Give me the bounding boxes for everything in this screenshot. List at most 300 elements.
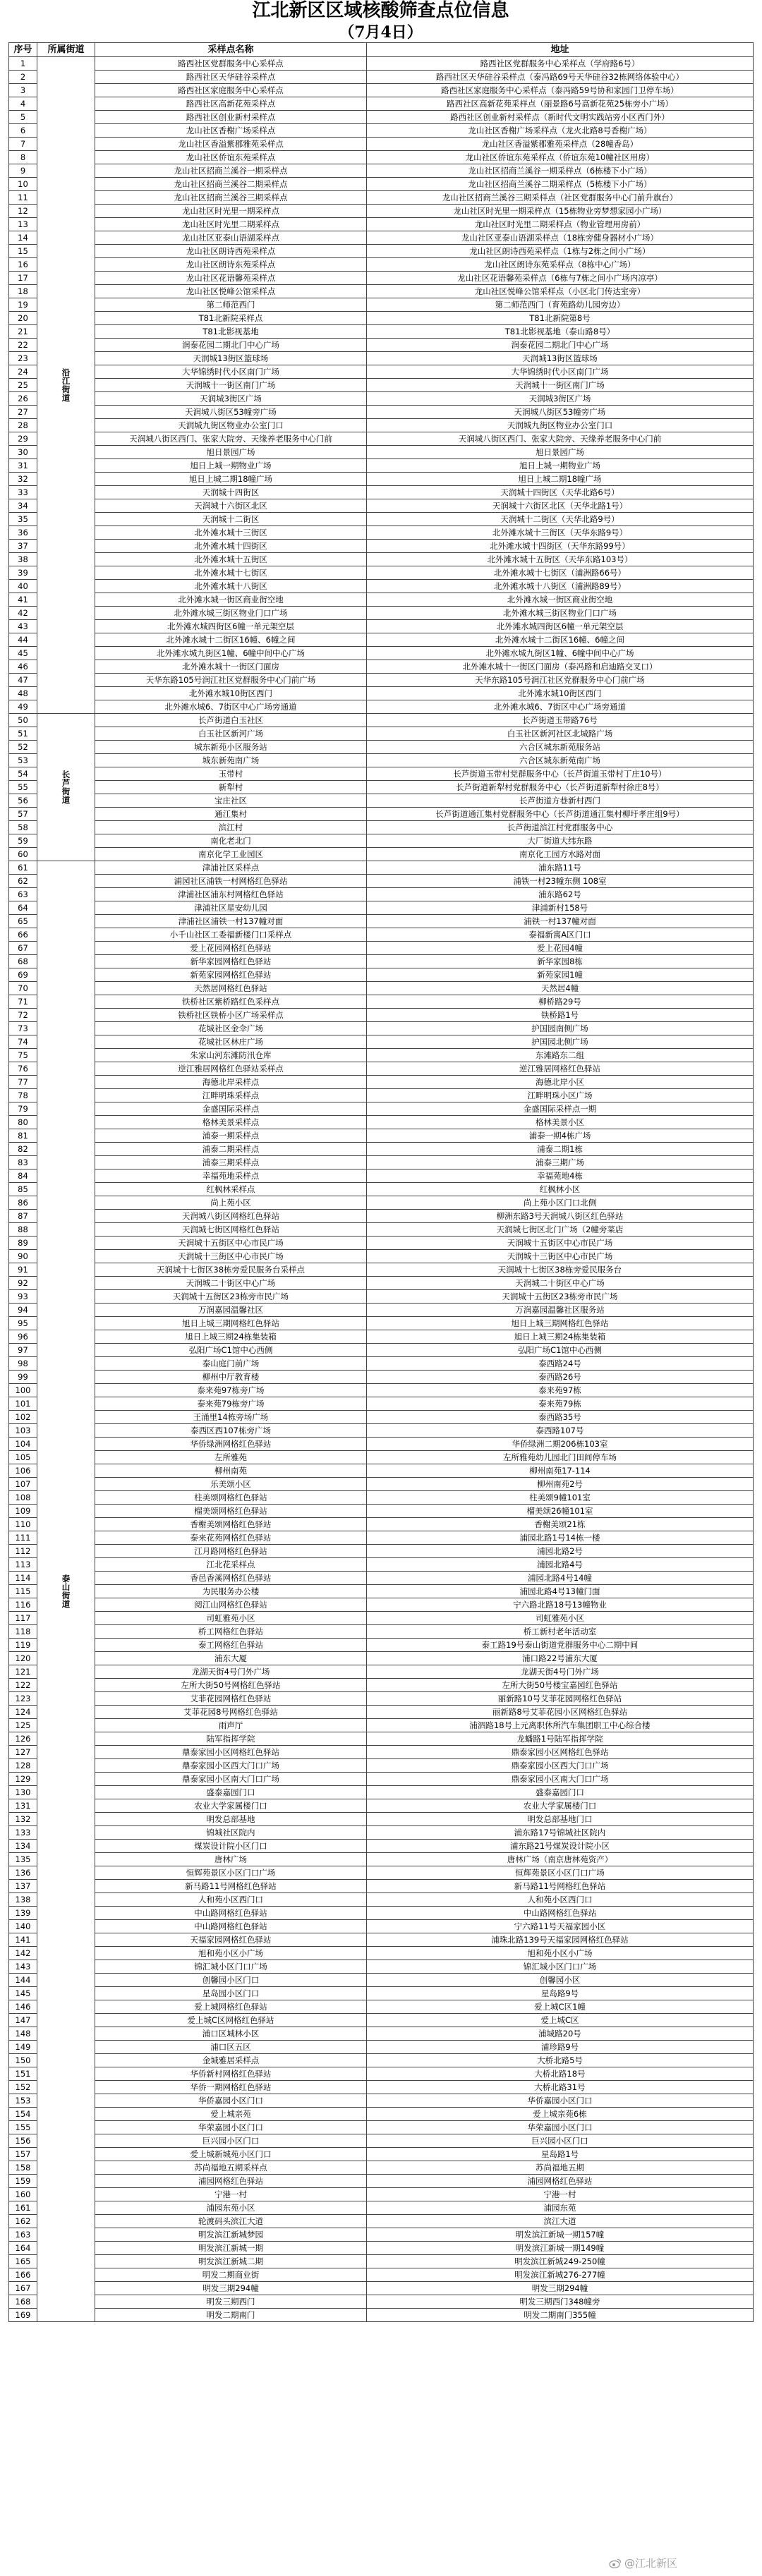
cell-site-name: 龙山社区香溢紫郡雅苑采样点: [95, 138, 367, 151]
cell-address: 北外滩水城一街区商业街空地: [367, 593, 754, 607]
cell-street: [37, 861, 95, 2322]
cell-address: 铁桥路1号: [367, 1009, 754, 1022]
cell-address: 龙山社区花语馨苑采样点（6栋与7栋之间小广场内凉亭）: [367, 272, 754, 285]
cell-serial: 76: [9, 1062, 37, 1076]
table-row: [9, 2148, 754, 2161]
cell-serial: 65: [9, 915, 37, 928]
cell-address: 长芦街道方巷新村西门: [367, 794, 754, 808]
cell-serial: 79: [9, 1102, 37, 1116]
table-row: [9, 526, 754, 540]
cell-address: 明发滨江新城一期157幢: [367, 2228, 754, 2242]
table-body: [9, 57, 754, 2322]
table-row: [9, 2201, 754, 2215]
cell-address: 浦园北路4号14幢: [367, 1572, 754, 1585]
table-row: [9, 1478, 754, 1491]
table-row: [9, 272, 754, 285]
cell-address: 浦园网格红色驿站: [367, 2175, 754, 2188]
table-row: [9, 1183, 754, 1196]
cell-serial: 18: [9, 285, 37, 298]
table-row: [9, 1022, 754, 1035]
cell-serial: 40: [9, 580, 37, 593]
table-row: [9, 1290, 754, 1304]
cell-address: 北外滩水城10街区西门: [367, 687, 754, 700]
cell-address: 龙蟠路1号陆军指挥学院: [367, 1732, 754, 1746]
cell-address: 大华锦绣时代小区南门广场: [367, 365, 754, 379]
cell-site-name: 华侨新村网格红色驿站: [95, 2067, 367, 2081]
cell-address: 大桥北路31号: [367, 2081, 754, 2094]
cell-serial: 98: [9, 1357, 37, 1371]
cell-site-name: 明发三期294幢: [95, 2282, 367, 2295]
cell-serial: 36: [9, 526, 37, 540]
cell-serial: 50: [9, 714, 37, 727]
cell-serial: 100: [9, 1384, 37, 1397]
table-row: [9, 767, 754, 781]
cell-address: 浦口路22号浦东大厦: [367, 1652, 754, 1665]
table-row: [9, 1987, 754, 2000]
cell-address: 万润嘉园温馨社区服务站: [367, 1304, 754, 1317]
cell-site-name: 龙山社区时光里一期采样点: [95, 205, 367, 218]
cell-address: 泰西路35号: [367, 1411, 754, 1424]
table-row: [9, 1746, 754, 1759]
table-row: [9, 1451, 754, 1464]
table-row: [9, 2268, 754, 2282]
cell-site-name: 华荣嘉园小区门口: [95, 2121, 367, 2134]
cell-serial: 70: [9, 982, 37, 995]
cell-site-name: 新马路11号网格红色驿站: [95, 1880, 367, 1893]
cell-site-name: 香榭美颂网格红色驿站: [95, 1518, 367, 1531]
cell-serial: 131: [9, 1799, 37, 1813]
cell-serial: 106: [9, 1464, 37, 1478]
cell-address: 柳州南苑17-114: [367, 1464, 754, 1478]
cell-address: 泰来苑97栋: [367, 1384, 754, 1397]
cell-serial: 124: [9, 1706, 37, 1719]
cell-serial: 162: [9, 2215, 37, 2228]
table-row: [9, 1237, 754, 1250]
cell-serial: 61: [9, 861, 37, 875]
cell-site-name: 轮渡码头滨江大道: [95, 2215, 367, 2228]
cell-address: 浦铁一村23幢东侧 108室: [367, 875, 754, 888]
cell-site-name: 明发滨江新城梦园: [95, 2228, 367, 2242]
cell-site-name: 煤炭设计院小区门口: [95, 1840, 367, 1853]
cell-address: 龙山社区侨谊东苑采样点（侨谊东苑10幢社区用房）: [367, 151, 754, 164]
table-row: [9, 687, 754, 700]
cell-address: 天润城八街区53幢旁广场: [367, 406, 754, 419]
table-row: [9, 1049, 754, 1062]
cell-serial: 144: [9, 1974, 37, 1987]
table-row: [9, 2161, 754, 2175]
table-row: [9, 1732, 754, 1746]
cell-site-name: 农业大学家属楼门口: [95, 1799, 367, 1813]
table-row: [9, 1585, 754, 1598]
cell-site-name: 大华锦绣时代小区南门广场: [95, 365, 367, 379]
cell-address: 红枫林小区: [367, 1183, 754, 1196]
cell-serial: 11: [9, 191, 37, 205]
cell-address: 浦东路62号: [367, 888, 754, 901]
cell-serial: 122: [9, 1679, 37, 1692]
cell-address: 榴美颂26幢101室: [367, 1505, 754, 1518]
cell-site-name: 南京化学工业园区: [95, 848, 367, 861]
cell-serial: 17: [9, 272, 37, 285]
cell-serial: 90: [9, 1250, 37, 1263]
cell-site-name: 龙山社区招商兰溪谷三期采样点: [95, 191, 367, 205]
cell-site-name: 路西社区创业新村采样点: [95, 111, 367, 124]
cell-address: 龙山社区朗诗西苑采样点（1栋与2栋之间小广场）: [367, 245, 754, 258]
cell-site-name: 雨声厅: [95, 1719, 367, 1732]
table-row: [9, 1907, 754, 1920]
table-row: [9, 942, 754, 955]
cell-address: 天润城十七街区38栋旁爱民服务台: [367, 1263, 754, 1277]
cell-address: 路西社区高新花苑采样点（丽景路6号高新花苑25栋旁小广场）: [367, 97, 754, 111]
table-row: [9, 1102, 754, 1116]
cell-site-name: 鼎泰家园小区网格红色驿站: [95, 1746, 367, 1759]
cell-address: 明发总部基地门口: [367, 1813, 754, 1826]
cell-serial: 157: [9, 2148, 37, 2161]
watermark-text: @江北新区: [624, 2557, 677, 2570]
cell-address: 明发滨江新城276-277幢: [367, 2268, 754, 2282]
cell-serial: 89: [9, 1237, 37, 1250]
table-row: [9, 1263, 754, 1277]
cell-site-name: 旭日上城一期物业广场: [95, 459, 367, 473]
table-row: [9, 1250, 754, 1263]
cell-serial: 143: [9, 1960, 37, 1974]
table-row: [9, 218, 754, 231]
cell-serial: 82: [9, 1143, 37, 1156]
cell-address: 北外滩水城十四街区（天华东路99号）: [367, 540, 754, 553]
cell-address: 明发二期南门355幢: [367, 2309, 754, 2322]
table-row: [9, 392, 754, 406]
street-name: [39, 1574, 93, 1608]
cell-site-name: 浦口区五区: [95, 2041, 367, 2054]
cell-address: 泰福新寓A区门口: [367, 928, 754, 942]
table-row: [9, 620, 754, 633]
cell-serial: 39: [9, 566, 37, 580]
cell-serial: 165: [9, 2255, 37, 2268]
cell-serial: 35: [9, 513, 37, 526]
cell-site-name: 华侨绿洲网格红色驿站: [95, 1438, 367, 1451]
cell-site-name: 铁桥社区铁桥小区广场采样点: [95, 1009, 367, 1022]
cell-serial: 149: [9, 2041, 37, 2054]
cell-serial: 107: [9, 1478, 37, 1491]
cell-serial: 68: [9, 955, 37, 968]
cell-serial: 109: [9, 1505, 37, 1518]
cell-site-name: 路西社区家庭服务中心采样点: [95, 84, 367, 97]
cell-serial: 169: [9, 2309, 37, 2322]
cell-site-name: 锦汇城小区门口广场: [95, 1960, 367, 1974]
table-row: [9, 1411, 754, 1424]
cell-serial: 159: [9, 2175, 37, 2188]
table-row: [9, 499, 754, 513]
cell-address: 龙山社区时光里一期采样点（15栋物业旁梦想家园小广场）: [367, 205, 754, 218]
cell-site-name: 浦泰二期采样点: [95, 1143, 367, 1156]
cell-address: 柳桥路29号: [367, 995, 754, 1009]
cell-site-name: 爱上城C区网格红色驿站: [95, 2014, 367, 2027]
cell-serial: 56: [9, 794, 37, 808]
table-row: [9, 178, 754, 191]
cell-address: 浦东路21号煤炭设计院小区: [367, 1840, 754, 1853]
table-row: [9, 2121, 754, 2134]
street-name: [39, 770, 93, 804]
cell-address: 尚上苑小区门口北侧: [367, 1196, 754, 1210]
cell-address: 北外滩水城十二街区16幢、6幢之间: [367, 633, 754, 647]
table-row: [9, 2134, 754, 2148]
cell-serial: 8: [9, 151, 37, 164]
cell-address: 恒辉苑景区小区门口广场: [367, 1866, 754, 1880]
cell-site-name: 旭日景园广场: [95, 446, 367, 459]
table-row: [9, 1076, 754, 1089]
cell-serial: 67: [9, 942, 37, 955]
cell-site-name: 路西社区天华硅谷采样点: [95, 71, 367, 84]
cell-address: 柱美颂9幢101室: [367, 1491, 754, 1505]
cell-serial: 30: [9, 446, 37, 459]
cell-serial: 141: [9, 1933, 37, 1947]
cell-serial: 164: [9, 2242, 37, 2255]
cell-serial: 86: [9, 1196, 37, 1210]
cell-address: 北外滩水城十五街区（天华东路103号）: [367, 553, 754, 566]
cell-serial: 6: [9, 124, 37, 138]
cell-site-name: 艾菲花园8号网格红色驿站: [95, 1706, 367, 1719]
cell-serial: 25: [9, 379, 37, 392]
cell-address: 天润城二十街区中心广场: [367, 1277, 754, 1290]
cell-site-name: 北外滩水城十二街区16幢、6幢之间: [95, 633, 367, 647]
cell-site-name: 泰来苑79栋旁广场: [95, 1397, 367, 1411]
table-row: [9, 164, 754, 178]
table-row: [9, 111, 754, 124]
table-row: [9, 1625, 754, 1639]
cell-serial: 53: [9, 754, 37, 767]
cell-site-name: 北外滩水城十七街区: [95, 566, 367, 580]
cell-serial: 83: [9, 1156, 37, 1169]
street-name: [39, 368, 93, 402]
cell-site-name: 花城社区金伞广场: [95, 1022, 367, 1035]
cell-site-name: 北外滩水城十五街区: [95, 553, 367, 566]
cell-address: 明发滨江新城249-250幢: [367, 2255, 754, 2268]
cell-address: 天润城十五街区中心市民广场: [367, 1237, 754, 1250]
cell-serial: 151: [9, 2067, 37, 2081]
cell-site-name: 龙山社区招商兰溪谷一期采样点: [95, 164, 367, 178]
cell-serial: 160: [9, 2188, 37, 2201]
table-row: [9, 2295, 754, 2309]
cell-address: 天华东路105号润江社区党群服务中心门前广场: [367, 674, 754, 687]
cell-serial: 32: [9, 473, 37, 486]
cell-serial: 24: [9, 365, 37, 379]
cell-serial: 10: [9, 178, 37, 191]
cell-site-name: 泰山庭门前广场: [95, 1357, 367, 1371]
cell-address: 旭日景园广场: [367, 446, 754, 459]
table-row: [9, 71, 754, 84]
cell-address: 浦泗路18号上元离职休所汽车集团职工中心综合楼: [367, 1719, 754, 1732]
table-row: [9, 808, 754, 821]
table-row: [9, 754, 754, 767]
table-row: [9, 968, 754, 982]
cell-address: 龙山社区招商兰溪谷二期采样点（5栋楼下小广场）: [367, 178, 754, 191]
table-row: [9, 2108, 754, 2121]
cell-site-name: 中山路网格红色驿站: [95, 1920, 367, 1933]
cell-site-name: 明发滨江新城二期: [95, 2255, 367, 2268]
street-char: 芦: [61, 778, 71, 788]
table-row: [9, 1719, 754, 1732]
table-row: [9, 191, 754, 205]
cell-site-name: 盛泰嘉园门口: [95, 1786, 367, 1799]
cell-site-name: 龙山社区朗诗西苑采样点: [95, 245, 367, 258]
cell-site-name: 龙山社区朗诗东苑采样点: [95, 258, 367, 272]
cell-serial: 114: [9, 1572, 37, 1585]
table-row: [9, 1639, 754, 1652]
cell-address: 天润城十四街区（天华北路6号）: [367, 486, 754, 499]
cell-serial: 142: [9, 1947, 37, 1960]
cell-site-name: 恒辉苑景区小区门口广场: [95, 1866, 367, 1880]
cell-address: 弘阳广场C1馆中心西侧: [367, 1344, 754, 1357]
cell-site-name: 榴美颂网格红色驿站: [95, 1505, 367, 1518]
cell-site-name: 左所雅苑: [95, 1451, 367, 1464]
cell-address: T81北新院第8号: [367, 312, 754, 325]
cell-address: 泰西路24号: [367, 1357, 754, 1371]
cell-address: 北外滩水城九街区1幢、6幢中间中心广场: [367, 647, 754, 660]
cell-address: 天润城七街区北门广场（2幢旁菜店: [367, 1223, 754, 1237]
cell-serial: 150: [9, 2054, 37, 2067]
table-row: [9, 2067, 754, 2081]
cell-address: 滨江大道: [367, 2215, 754, 2228]
cell-serial: 130: [9, 1786, 37, 1799]
cell-site-name: 新犁村: [95, 781, 367, 794]
cell-site-name: 新华家园网格红色驿站: [95, 955, 367, 968]
cell-site-name: 津浦社区星安幼儿园: [95, 901, 367, 915]
cell-serial: 136: [9, 1866, 37, 1880]
cell-serial: 138: [9, 1893, 37, 1907]
cell-site-name: 铁桥社区紫桥路红色采样点: [95, 995, 367, 1009]
cell-serial: 34: [9, 499, 37, 513]
cell-site-name: 幸福苑地采样点: [95, 1169, 367, 1183]
cell-serial: 102: [9, 1411, 37, 1424]
cell-address: 爱上花园4幢: [367, 942, 754, 955]
cell-address: 龙山社区招商兰溪谷三期采样点（社区党群服务中心门前升旗台）: [367, 191, 754, 205]
cell-address: T81北影视基地（泰山路8号）: [367, 325, 754, 339]
cell-serial: 52: [9, 741, 37, 754]
table-row: [9, 1840, 754, 1853]
cell-site-name: 天福家园网格红色驿站: [95, 1933, 367, 1947]
cell-site-name: 天润城十七街区38栋旁爱民服务台采样点: [95, 1263, 367, 1277]
table-row: [9, 2175, 754, 2188]
cell-serial: 69: [9, 968, 37, 982]
table-row: [9, 741, 754, 754]
cell-address: 海德北岸小区: [367, 1076, 754, 1089]
cell-address: 星岛路1号: [367, 2148, 754, 2161]
table-row: [9, 1397, 754, 1411]
cell-site-name: 阅江山网格红色驿站: [95, 1598, 367, 1612]
cell-serial: 104: [9, 1438, 37, 1451]
cell-site-name: 浦泰三期采样点: [95, 1156, 367, 1169]
cell-site-name: 泰来苑97栋旁广场: [95, 1384, 367, 1397]
cell-serial: 55: [9, 781, 37, 794]
table-row: [9, 124, 754, 138]
cell-site-name: 天润城八街区西门、张家大院旁、天缘养老服务中心门前: [95, 432, 367, 446]
cell-address: 宁六路11号天福家园小区: [367, 1920, 754, 1933]
cell-site-name: 长芦街道白玉社区: [95, 714, 367, 727]
cell-site-name: 爱上城新城苑小区门口: [95, 2148, 367, 2161]
cell-address: 北外滩水城十三街区（天华东路9号）: [367, 526, 754, 540]
cell-address: 大桥北路18号: [367, 2067, 754, 2081]
table-row: [9, 633, 754, 647]
cell-site-name: 天润城二十街区中心广场: [95, 1277, 367, 1290]
cell-address: 中山路网格红色驿站: [367, 1907, 754, 1920]
cell-address: 明发三期西门348幢旁: [367, 2295, 754, 2309]
cell-address: 浦珍路9号: [367, 2041, 754, 2054]
cell-serial: 139: [9, 1907, 37, 1920]
cell-site-name: 新苑家园网格红色驿站: [95, 968, 367, 982]
table-row: [9, 1196, 754, 1210]
cell-serial: 29: [9, 432, 37, 446]
table-row: [9, 406, 754, 419]
cell-site-name: 爱上城亲苑: [95, 2108, 367, 2121]
cell-site-name: 龙山社区时光里二期采样点: [95, 218, 367, 231]
table-row: [9, 2255, 754, 2268]
cell-site-name: 路西社区党群服务中心采样点: [95, 57, 367, 71]
cell-address: 天润城九街区物业办公室门口: [367, 419, 754, 432]
cell-serial: 41: [9, 593, 37, 607]
street-char: 长: [61, 770, 71, 779]
cell-address: 宁六路北路18号13幢物业: [367, 1598, 754, 1612]
table-row: [9, 1089, 754, 1102]
cell-address: 路西社区天华硅谷采样点（泰冯路69号天华硅谷32栋网络体验中心）: [367, 71, 754, 84]
cell-site-name: 津浦社区采样点: [95, 861, 367, 875]
cell-serial: 93: [9, 1290, 37, 1304]
table-row: [9, 1960, 754, 1974]
cell-address: 旭日上城二期18幢广场: [367, 473, 754, 486]
cell-site-name: 泰西区西107栋旁广场: [95, 1424, 367, 1438]
cell-address: 六合区城东新苑南广场: [367, 754, 754, 767]
cell-address: 北外滩水城十八街区（浦洲路89号）: [367, 580, 754, 593]
cell-address: 左所雅苑幼儿园北门田间停车场: [367, 1451, 754, 1464]
cell-site-name: 浦泰一期采样点: [95, 1129, 367, 1143]
cell-site-name: 津浦社区浦铁一村137幢对面: [95, 915, 367, 928]
cell-address: 龙山社区亚泰山语湖采样点（18栋旁健身器材小广场）: [367, 231, 754, 245]
cell-site-name: 爱上城网格红色驿站: [95, 2000, 367, 2014]
cell-address: 旭日上城一期物业广场: [367, 459, 754, 473]
cell-serial: 19: [9, 298, 37, 312]
cell-address: 天润城十三街区中心市民广场: [367, 1250, 754, 1263]
cell-site-name: 北外滩水城10街区西门: [95, 687, 367, 700]
cell-serial: 156: [9, 2134, 37, 2148]
table-row: [9, 915, 754, 928]
cell-site-name: 天润城十二街区: [95, 513, 367, 526]
cell-address: 浦东路17号锦城社区院内: [367, 1826, 754, 1840]
cell-site-name: 天润城十三街区中心市民广场: [95, 1250, 367, 1263]
cell-serial: 145: [9, 1987, 37, 2000]
table-row: [9, 1518, 754, 1531]
table-row: [9, 2094, 754, 2108]
cell-address: 新苑家园1幢: [367, 968, 754, 982]
cell-site-name: 旭日上城三期网格红色驿站: [95, 1317, 367, 1330]
table-row: [9, 486, 754, 499]
cell-serial: 20: [9, 312, 37, 325]
table-row: [9, 84, 754, 97]
cell-address: 鼎泰家园小区南大门口广场: [367, 1773, 754, 1786]
cell-site-name: 泰工网格红色驿站: [95, 1639, 367, 1652]
cell-address: 爱上城亲苑6栋: [367, 2108, 754, 2121]
cell-address: 天然居4幢: [367, 982, 754, 995]
table-row: [9, 419, 754, 432]
cell-site-name: 天润城十五街区中心市民广场: [95, 1237, 367, 1250]
cell-site-name: 华侨一期网格红色驿站: [95, 2081, 367, 2094]
table-row: [9, 138, 754, 151]
cell-address: 浦泰三期广场: [367, 1156, 754, 1169]
cell-serial: 85: [9, 1183, 37, 1196]
cell-serial: 46: [9, 660, 37, 674]
cell-site-name: 北外滩水城十三街区: [95, 526, 367, 540]
cell-serial: 128: [9, 1759, 37, 1773]
cell-address: 北外滩水城6、7街区中心广场旁通道: [367, 700, 754, 714]
cell-address: 星岛路9号: [367, 1987, 754, 2000]
table-row: [9, 325, 754, 339]
